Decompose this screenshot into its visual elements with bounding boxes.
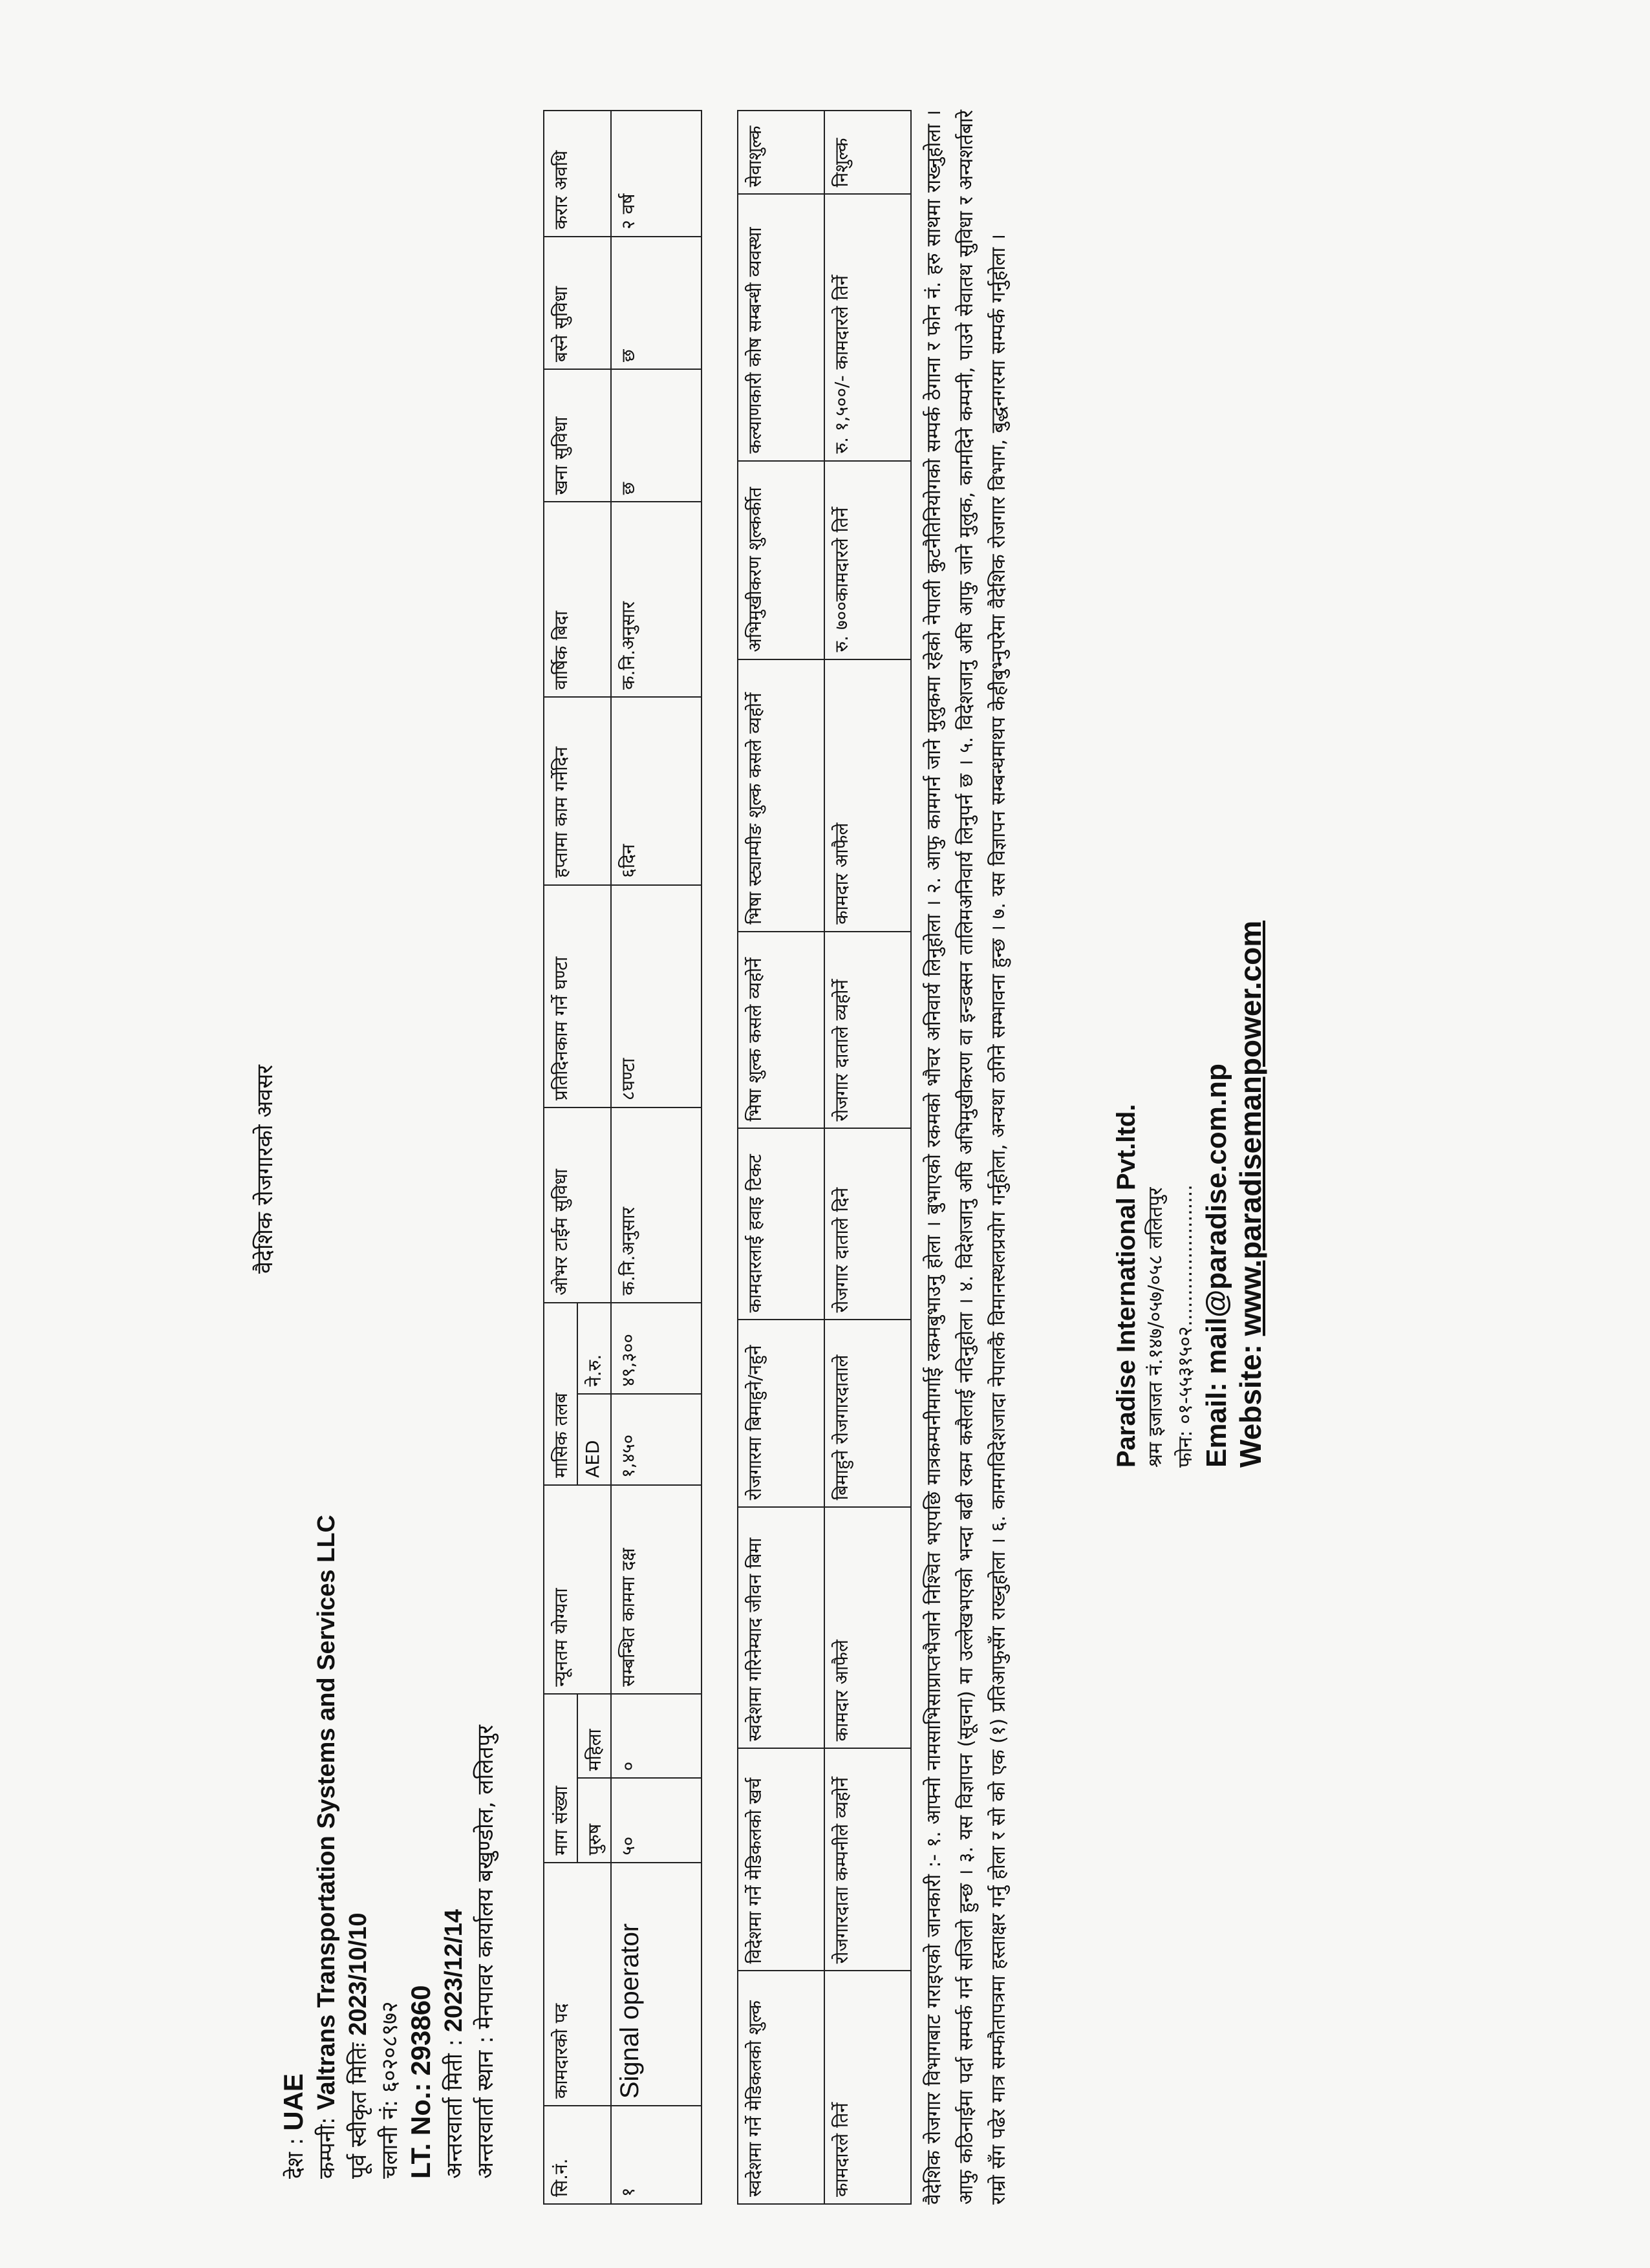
job-details-table (543, 110, 702, 2205)
costs-value-5: रोजगार दाताले व्यहोर्ने (824, 932, 911, 1129)
department-notice: वैदेशिक रोजगार विभागबाट गराइएको जानकारी :- १. आफ्नो नामसाभिसाप्राप्तभैजाने निश्चित भएपछि मात्रकम्पनीमार्गाई रकमबुभाउनु होला । बुभाएको रकमको भौचर अनिवार्य लिनुहोला । २. आफु कामगर्न जाने मुलुकमा रहेको नेपाली कुटनैतिनियोगको सम्पर्क ठेगाना र फोन नं. हरु साथमा राख्नुहोला । आफु कठिनाईमा पर्दा सम्पर्क गर्न सजिलो हुन्छ । ३. यस विज्ञापन (सूचना) मा उल्लेखभएको भन्दा बढी रकम कसैलाई नदिनुहोला । ४. विदेशजानु अघि अभिमुखीकरण वा इन्डक्सन तालिमअनिवार्य लिनुपर्न छ । ५. विदेशजानु अघि आफु जाने मुलुक, कामदिने कम्पनी, पाउने सेवातथ सुविधा र अन्यशर्तबारे राम्रो सँग पढेर मात्र सम्फौतापत्रमा हस्ताक्षर गर्नु होला र सो को एक (१) प्रतिआफुसँग राख्नुहोला । ६. कामगविदेशजादा नेपालकै विमानस्थलप्रयोग गर्नुहोला, अन्यथा ठगिने सम्भावना हुन्छ । ७. यस विज्ञापन सम्बन्धमाथप केहीबुभ्नुपरेमा वैदेशिक रोजगार विभाग, बुद्धनगरमा सम्पर्क गर्नुहोला । (923, 110, 1010, 2205)
country: UAE (278, 2073, 308, 2131)
company-line: कम्पनी: Valtrans Transportation Systems and Services LLC (313, 1515, 340, 2179)
cell-contract: २ वर्ष (611, 111, 702, 237)
cell-food: छ (611, 369, 702, 502)
costs-value-1: रोजगारदाता कम्पनीले व्यहोर्ने (824, 1748, 911, 1971)
costs-header-7: अभिमुखीकरण शुल्कर्कीत (738, 461, 824, 659)
costs-value-3: बिमाहुने रोजगारदाताले (824, 1320, 911, 1507)
cell-female: ० (611, 1694, 702, 1778)
agency-email[interactable]: mail@paradise.com.np (1201, 1064, 1232, 1375)
header-overtime: ओभर टाईम सुविधा (544, 1107, 611, 1303)
header-demand: माग संख्या (544, 1694, 577, 1863)
costs-header-5: भिषा शुल्क कसले व्यहोर्ने (738, 932, 824, 1129)
header-female: महिला (577, 1694, 611, 1778)
header-daily-hours: प्रतिदिनकाम गर्ने घण्टा (544, 885, 611, 1107)
agency-email-line: Email: mail@paradise.com.np (1201, 1064, 1232, 1468)
cell-aed: १,४५० (611, 1394, 702, 1485)
cell-daily-hours: ८घण्टा (611, 885, 702, 1107)
costs-value-0: कामदारले तिर्ने (824, 1971, 911, 2204)
header-annual-leave: वार्षिक बिदा (544, 502, 611, 697)
table-row (611, 111, 702, 2204)
agency-contact (1112, 821, 1268, 1468)
costs-header-3: रोजगारमा बिमाहुने/नहुने (738, 1320, 824, 1507)
costs-header-9: सेवाशुल्क (738, 111, 824, 195)
header-post: कामदारको पद (544, 1863, 611, 2106)
cell-annual-leave: क.नि.अनुसार (611, 502, 702, 697)
interview-place-line: अन्तरवार्ता स्थान : मेनपावर कार्यालय बखुण्डोल, ललितपुर (473, 1725, 498, 2179)
interview-date-line: अन्तरवार्ता मिती : 2023/12/14 (440, 1909, 467, 2179)
costs-header-4: कामदारलाई हवाइ टिकट (738, 1128, 824, 1320)
approval-date: 2023/10/10 (345, 1912, 372, 2036)
costs-value-7: रु. ७००कामदारले तिर्ने (824, 461, 911, 659)
header-contract: करार अवधि (544, 111, 611, 237)
header-qualification: न्यूनतम योग्यता (544, 1485, 611, 1694)
costs-header-1: विदेशमा गर्ने मेडिकलको खर्च (738, 1748, 824, 1971)
cell-post: Signal operator (611, 1863, 702, 2106)
header-aed: AED (577, 1394, 611, 1485)
agency-phone: फोन: ०१-५५३१५०२....................... (1174, 1184, 1197, 1468)
header-accommodation: बस्ने सुविधा (544, 237, 611, 369)
country-line: देश : UAE (278, 2073, 308, 2179)
cell-overtime: क.नि.अनुसार (611, 1107, 702, 1303)
lt-no: 293860 (405, 1985, 436, 2076)
costs-value-9: निशुल्क (824, 111, 911, 195)
costs-header-6: भिषा स्ट्याम्पीङ शुल्क कसले व्यहोर्ने (738, 659, 824, 932)
agency-license: श्रम इजाजत नं.१४७/०५७/०५८ ललितपुर (1144, 1187, 1167, 1468)
costs-value-2: कामदार आफैले (824, 1507, 911, 1748)
header-salary: मासिक तलब (544, 1303, 577, 1485)
costs-value-6: कामदार आफैले (824, 659, 911, 932)
lt-no-line: LT. No.: 293860 (405, 1985, 436, 2179)
cell-npr: ४९,३०० (611, 1303, 702, 1394)
table-header-row (544, 111, 577, 2204)
cell-weekly-days: ६दिन (611, 697, 702, 885)
job-meta (278, 1209, 501, 2179)
agency-website-link[interactable]: www.paradisemanpower.com (1234, 920, 1267, 1336)
interview-place: मेनपावर कार्यालय बखुण्डोल, ललितपुर (473, 1725, 498, 2029)
agency-name: Paradise International Pvt.ltd. (1112, 1104, 1141, 1468)
header-sn: सि.नं. (544, 2106, 611, 2204)
header-food: खना सुविधा (544, 369, 611, 502)
costs-header-row (738, 111, 824, 2204)
cell-male: ५० (611, 1778, 702, 1862)
cell-qualification: सम्बन्धित काममा दक्ष (611, 1485, 702, 1694)
page-heading: वैदेशिक रोजगारको अवसर (252, 1064, 278, 1274)
cell-sn: १ (611, 2106, 702, 2204)
header-npr: ने.रु. (577, 1303, 611, 1394)
costs-value-4: रोजगार दाताले दिने (824, 1128, 911, 1320)
header-weekly-days: हप्तामा काम गर्नेदिन (544, 697, 611, 885)
costs-table (737, 110, 912, 2205)
approval-date-line: पूर्व स्वीकृत मितिः 2023/10/10 (345, 1912, 372, 2179)
header-male: पुरुष (577, 1778, 611, 1862)
costs-header-0: स्वदेशमा गर्ने मेडिकलको शुल्क (738, 1971, 824, 2204)
costs-header-8: कल्याणकारी कोष सम्बन्धी व्यवस्था (738, 195, 824, 461)
company-name: Valtrans Transportation Systems and Services LLC (313, 1515, 340, 2110)
costs-value-row (824, 111, 911, 2204)
rotated-content (200, 97, 1325, 2231)
cell-accommodation: छ (611, 237, 702, 369)
interview-date: 2023/12/14 (440, 1909, 467, 2033)
dispatch-no: ६०२०८९७२ (377, 2001, 403, 2093)
agency-website-line: Website: www.paradisemanpower.com (1234, 920, 1267, 1468)
costs-header-2: स्वदेशमा गरिनेम्याद जीवन बिमा (738, 1507, 824, 1748)
dispatch-no-line: चलानी नं: ६०२०८९७२ (377, 2001, 403, 2179)
costs-value-8: रु. १,५००/- कामदारले तिर्ने (824, 195, 911, 461)
